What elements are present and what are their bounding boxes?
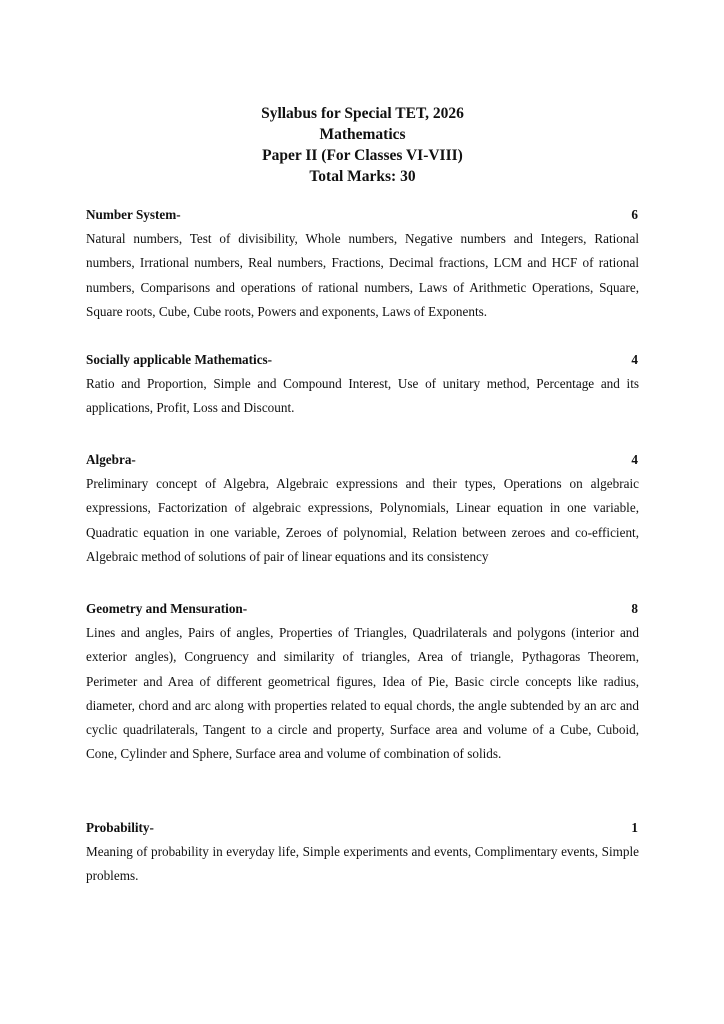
section-title: Geometry and Mensuration- [86, 601, 248, 616]
section-marks: 6 [631, 207, 638, 222]
section-content: Ratio and Proportion, Simple and Compound Interest, Use of unitary method, Percentage and its applications, Profit, Loss and Discount. [86, 376, 639, 416]
section-geometry-and-mensuration [86, 597, 639, 767]
section-content: Lines and angles, Pairs of angles, Properties of Triangles, Quadrilaterals and polygons (interior and exterior angles), Congruency and similarity of triangles, Area of triangle, Pythagoras Theorem, Perimeter and Area of different geometrical figures, Idea of Pie, Basic circle concepts like radius, diameter, chord and arc along with properties related to equal chords, the angle subtended by an arc and cyclic quadrilaterals, Tangent to a circle and property, Surface area and volume of a Cube, Cuboid, Cone, Cylinder and Sphere, Surface area and volume of combination of solids. [86, 625, 639, 762]
section-title: Number System- [86, 207, 181, 222]
section-title: Probability- [86, 820, 154, 835]
section-heading [86, 348, 639, 372]
document-header [86, 103, 639, 187]
document-title: Syllabus for Special TET, 2026 [261, 105, 464, 122]
section-number-system [86, 203, 639, 324]
section-probability [86, 816, 639, 889]
section-algebra [86, 448, 639, 569]
section-title: Socially applicable Mathematics- [86, 352, 273, 367]
subject-title: Mathematics [319, 126, 406, 143]
section-content: Meaning of probability in everyday life, Simple experiments and events, Complimentary events, Simple problems. [86, 844, 639, 884]
section-marks: 1 [631, 820, 638, 835]
section-heading [86, 448, 639, 472]
paper-title: Paper II (For Classes VI-VIII) [262, 147, 463, 164]
section-title: Algebra- [86, 452, 136, 467]
section-marks: 4 [631, 452, 638, 467]
section-heading [86, 597, 639, 621]
section-marks: 8 [631, 601, 638, 616]
section-marks: 4 [631, 352, 638, 367]
section-heading [86, 203, 639, 227]
section-socially-applicable-mathematics [86, 348, 639, 421]
section-content: Preliminary concept of Algebra, Algebraic expressions and their types, Operations on algebraic expressions, Factorization of algebraic expressions, Polynomials, Linear equation in one variable, Quadratic equation in one variable, Zeroes of polynomial, Relation between zeroes and co-efficient, Algebraic method of solutions of pair of linear equations and its consistency [86, 476, 639, 564]
total-marks: Total Marks: 30 [309, 168, 416, 185]
section-heading [86, 816, 639, 840]
syllabus-page [86, 103, 639, 884]
section-content: Natural numbers, Test of divisibility, Whole numbers, Negative numbers and Integers, Rational numbers, Irrational numbers, Real numbers, Fractions, Decimal fractions, LCM and HCF of rational numbers, Comparisons and operations of rational numbers, Laws of Arithmetic Operations, Square, Square roots, Cube, Cube roots, Powers and exponents, Laws of Exponents. [86, 231, 639, 319]
